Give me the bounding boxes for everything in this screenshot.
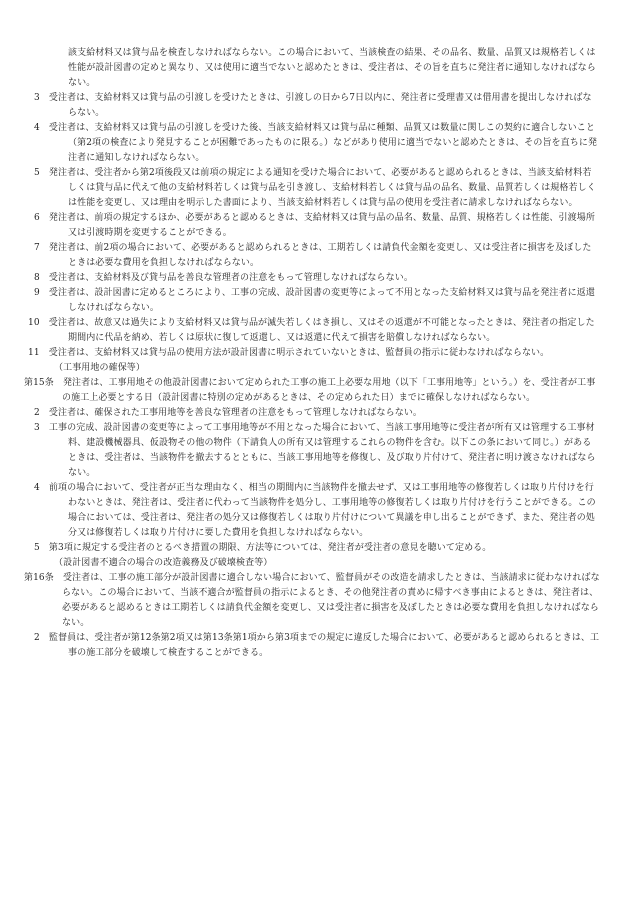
article-15-clause-5: 5 第3項に規定する受注者のとるべき措置の期限、方法等については、発注者が受注者の意見を聴いて定める。	[34, 543, 492, 553]
article-16-clause-2: 2 監督員は、受注者が第12条第2項又は第13条第1項から第3項までの規定に違反した場合において、必要があると認められるときは、工事の施工部分を破壊して検査することができる。	[34, 633, 600, 658]
clause-4: 4 受注者は、支給材料又は貸与品の引渡しを受けた後、当該支給材料又は貸与品に種類、品質又は数量に関しこの契約に適合しないこと（第2項の検査により発見することが困難であったものに限る。）などがあり使用に適当でないと認めたときは、その旨を直ちに発注者に通知しなければならない。	[34, 123, 598, 163]
clause-10: 10 受注者は、故意又は過失により支給材料又は貸与品が滅失若しくはき損し、又はその返還が不可能となったときは、発注者の指定した期間内に代品を納め、若しくは原状に復して返還し、又は返還に代えて損害を賠償しなければならない。	[28, 318, 595, 343]
clause-3: 3 受注者は、支給材料又は貸与品の引渡しを受けたときは、引渡しの日から7日以内に、発注者に受理書又は借用書を提出しなければならない。	[34, 93, 592, 118]
clause-6: 6 発注者は、前項の規定するほか、必要があると認めるときは、支給材料又は貸与品の品名、数量、品質、規格若しくは性能、引渡場所又は引渡時期を変更することができる。	[34, 213, 595, 238]
article-15-clause-3: 3 工事の完成、設計図書の変更等によって工事用地等が不用となった場合において、当該工事用地等に受注者が所有又は管理する工事材料、建設機械器具、仮設物その他の物件（下請負人の所有又は管理するこれらの物件を含む。以下この条において同じ。）があるときは、受注者は、当該物件を撤去するとともに、当該工事用地等を修復し、及び取り片付けて、発注者に明け渡さなければならない。	[34, 423, 596, 478]
paragraph-continued: 該支給材料又は貸与品を検査しなければならない。この場合において、当該検査の結果、その品名、数量、品質又は規格若しくは性能が設計図書の定めと異なり、又は使用に適当でないと認めたときは、受注者は、その旨を直ちに発注者に通知しなければならない。	[68, 48, 596, 88]
clause-9: 9 受注者は、設計図書に定めるところにより、工事の完成、設計図書の変更等によって不用となった支給材料又は貸与品を発注者に返還しなければならない。	[34, 288, 595, 313]
clause-7: 7 発注者は、前2項の場合において、必要があると認められるときは、工期若しくは請負代金額を変更し、又は受注者に損害を及ぼしたときは必要な費用を負担しなければならない。	[34, 243, 592, 268]
clause-11: 11 受注者は、支給材料又は貸与品の使用方法が設計図書に明示されていないときは、監督員の指示に従わなければならない。	[28, 348, 550, 358]
article-15: 第15条 発注者は、工事用地その他設計図書において定められた工事の施工上必要な用地（以下「工事用地等」という。）を、受注者が工事の施工上必要とする日（設計図書に特別の定めがあるときは、その定められた日）までに確保しなければならない。	[24, 378, 596, 403]
section-heading-nonconformance: （設計図書不適合の場合の改造義務及び破壊検査等）	[54, 558, 273, 568]
article-15-clause-4: 4 前項の場合において、受注者が正当な理由なく、相当の期間内に当該物件を撤去せず、又は工事用地等の修復若しくは取り片付けを行わないときは、発注者は、受注者に代わって当該物件を処分し、工事用地等の修復若しくは取り片付けを行うことができる。この場合においては、受注者は、発注者の処分又は修復若しくは取り片付けについて異議を申し出ることができず、また、発注者の処分又は修復若しくは取り片付けに要した費用を負担しなければならない。	[34, 483, 596, 538]
article-16: 第16条 受注者は、工事の施工部分が設計図書に適合しない場合において、監督員がその改造を請求したときは、当該請求に従わなければならない。この場合において、当該不適合が監督員の指示によるとき、その他発注者の責めに帰すべき事由によるときは、発注者は、必要があると認めるときは工期若しくは請負代金額を変更し、又は受注者に損害を及ぼしたときは必要な費用を負担しなければならない。	[24, 573, 600, 628]
clause-8: 8 受注者は、支給材料及び貸与品を善良な管理者の注意をもって管理しなければならない。	[34, 273, 413, 283]
article-15-clause-2: 2 受注者は、確保された工事用地等を善良な管理者の注意をもって管理しなければならない。	[34, 408, 423, 418]
clause-5: 5 発注者は、受注者から第2項後段又は前項の規定による通知を受けた場合において、必要があると認められるときは、当該支給材料若しくは貸与品に代えて他の支給材料若しくは貸与品を引き渡し、支給材料若しくは貸与品の品名、数量、品質若しくは規格若しくは性能を変更し、又は理由を明示した書面により、当該支給材料若しくは貸与品の使用を受注者に請求しなければならない。	[34, 168, 596, 208]
section-heading-land: （工事用地の確保等）	[54, 363, 146, 373]
